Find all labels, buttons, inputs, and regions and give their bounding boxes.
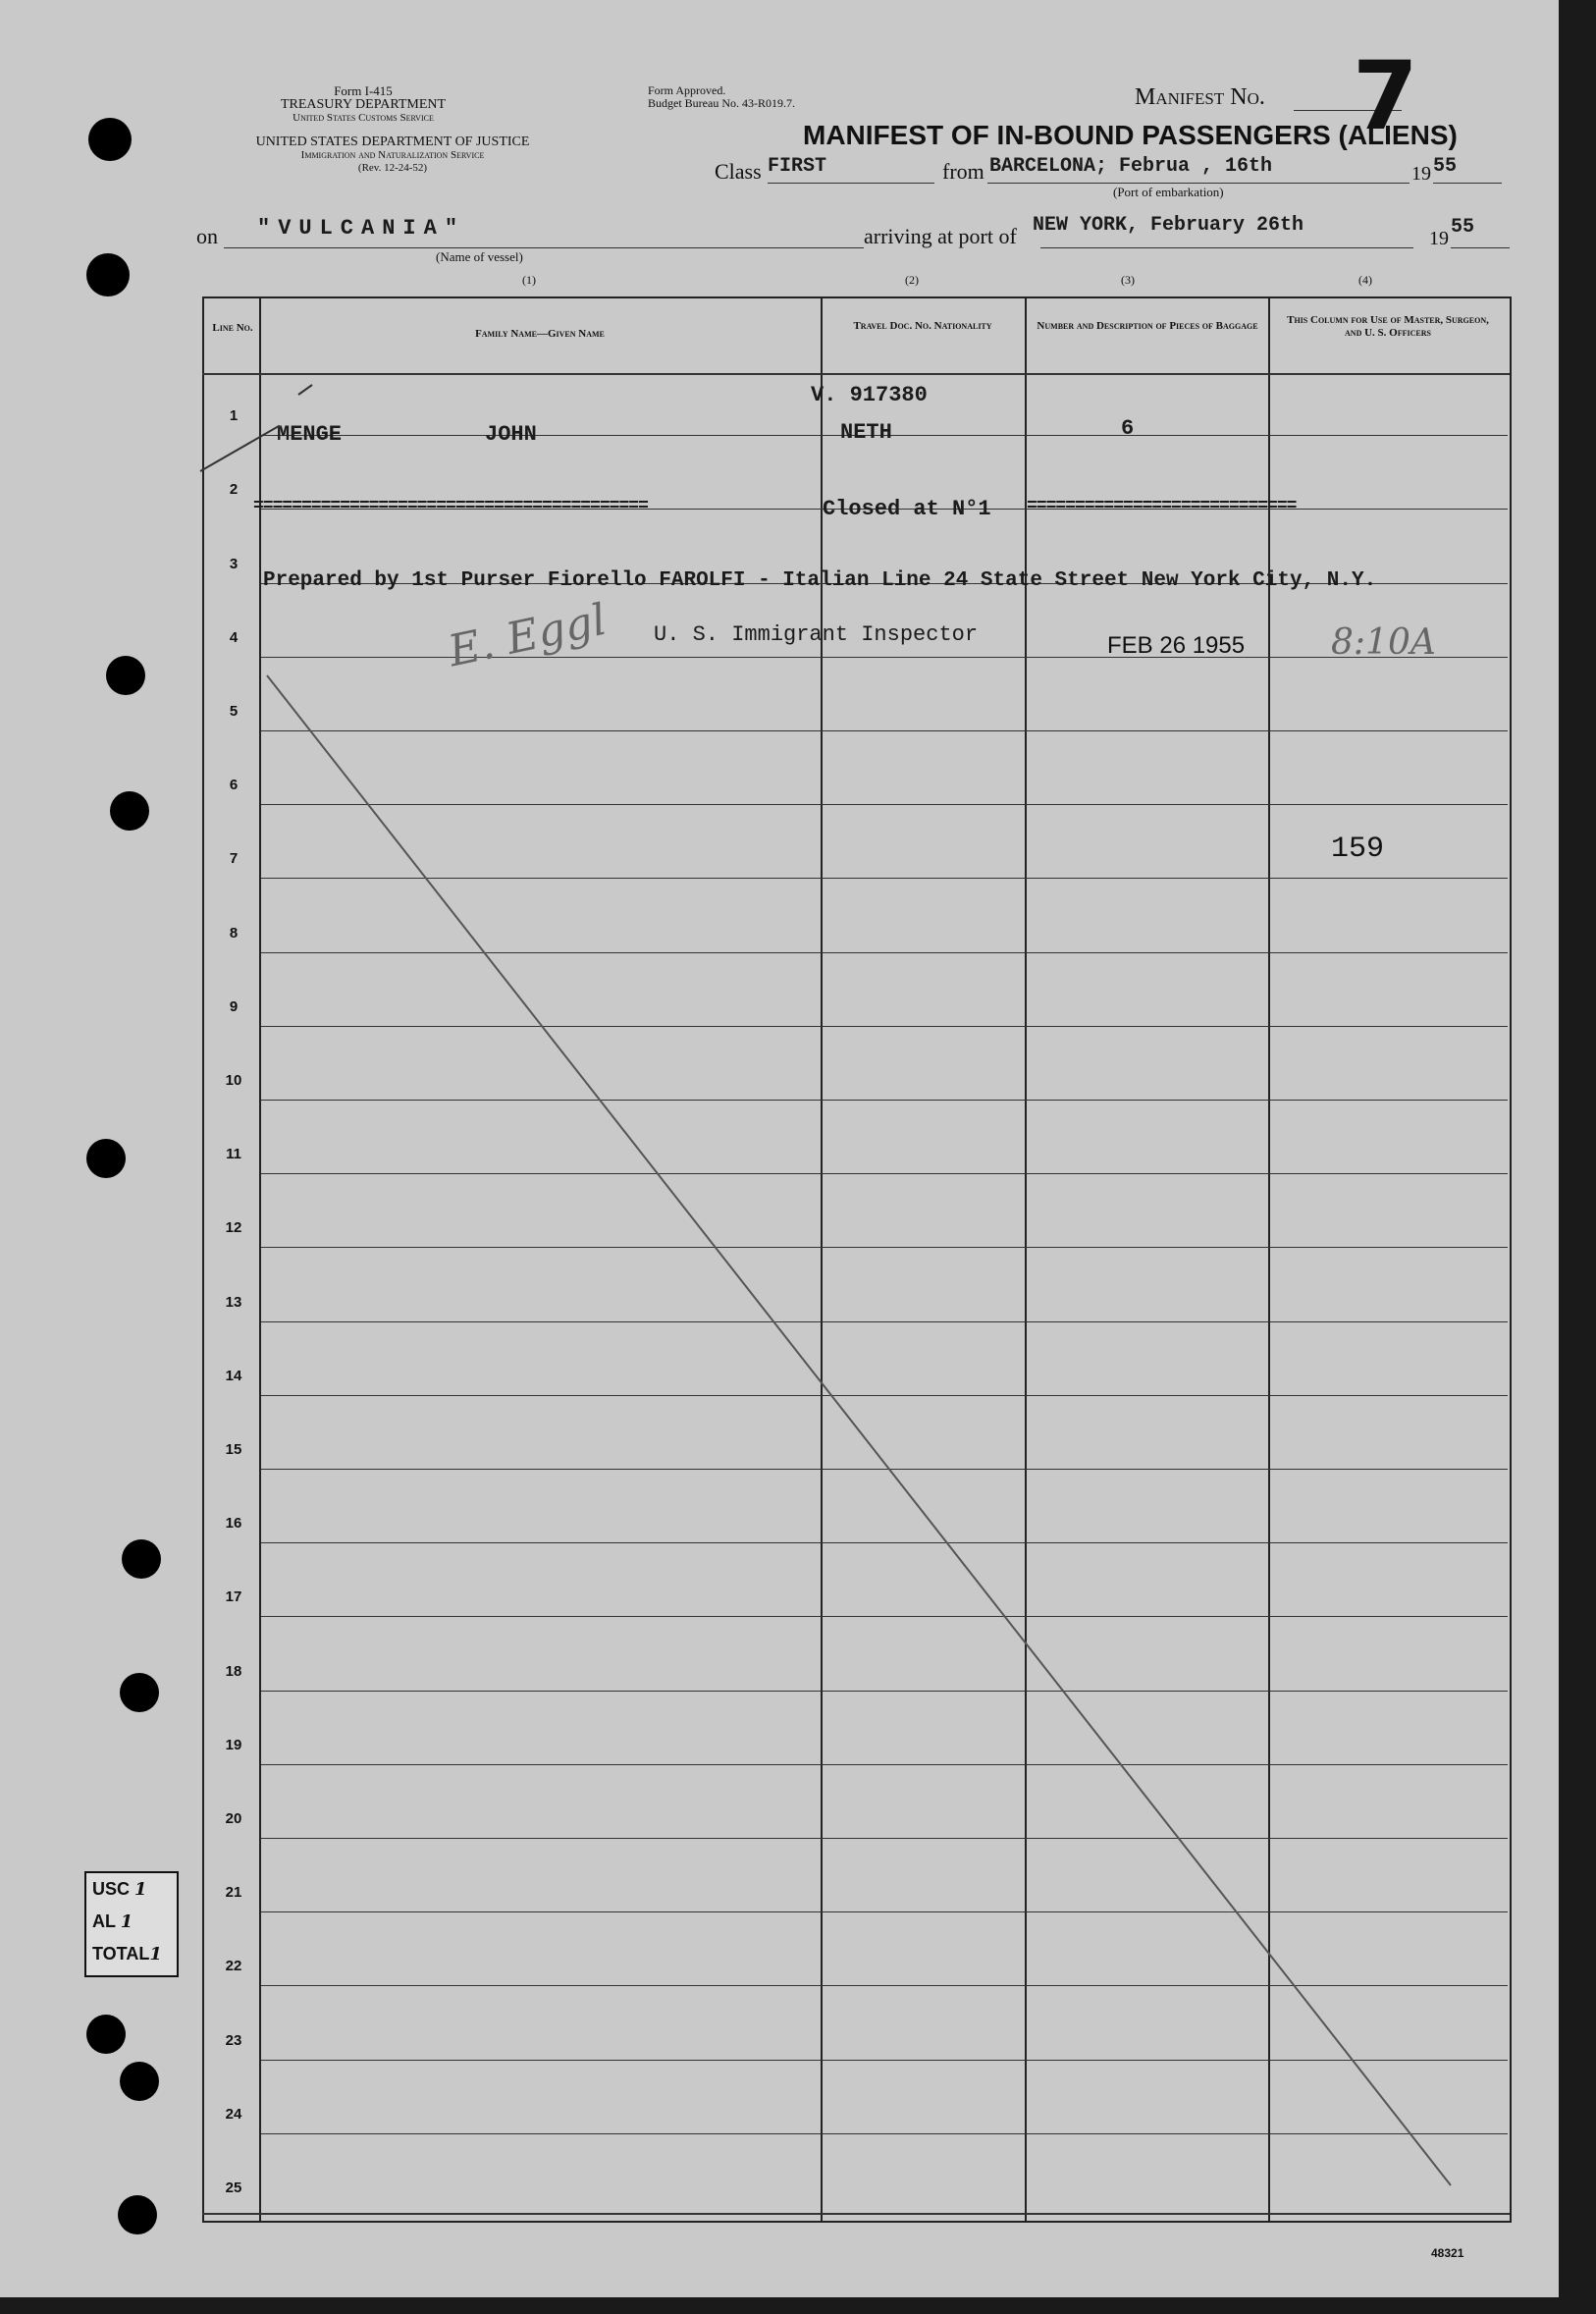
dept-treasury: TREASURY DEPARTMENT — [280, 97, 447, 112]
row2-closed-at: Closed at N°1 — [823, 497, 991, 521]
row-number: 25 — [225, 2179, 242, 2196]
stamp-usc-label: USC — [92, 1879, 131, 1899]
page-title: MANIFEST OF IN-BOUND PASSENGERS (ALIENS) — [803, 120, 1458, 150]
row-number: 12 — [225, 1219, 242, 1237]
stamp-al-label: AL — [92, 1911, 116, 1931]
row2-right-dashes: ============================ — [1027, 497, 1297, 516]
stamp-al-value: 1 — [120, 1911, 133, 1932]
row-number: 18 — [225, 1662, 242, 1680]
from-label: from — [942, 159, 984, 184]
port-embarkation-label: (Port of embarkation) — [1113, 185, 1224, 199]
col-number: (1) — [522, 273, 536, 287]
row-number: 1 — [229, 407, 239, 425]
row-number: 5 — [229, 703, 239, 720]
dept-justice-sub: Immigration and Naturalization Service — [300, 149, 485, 161]
col-number: (4) — [1358, 273, 1372, 287]
row-number: 16 — [225, 1515, 242, 1533]
arriving-value: NEW YORK, February 26th — [1033, 214, 1304, 237]
inspector-signature: E. Eggl — [444, 594, 612, 677]
row3-prepared-by: Prepared by 1st Purser Fiorello FAROLFI - Italian Line 24 State Street New York City, N.Y. — [263, 569, 1377, 592]
year-prefix: 19 — [1411, 163, 1431, 185]
col-header-line: Line No. — [212, 322, 253, 334]
budget-bureau: Budget Bureau No. 43-R019.7. — [648, 96, 795, 110]
form-approved: Form Approved. — [648, 83, 726, 97]
row-number: 20 — [225, 1810, 242, 1827]
row1-doc-number: V. 917380 — [811, 383, 928, 407]
footer-code: 48321 — [1431, 2246, 1464, 2260]
row-number: 3 — [229, 555, 239, 572]
form-number: Form I-415 — [334, 83, 393, 98]
revision-date: (Rev. 12-24-52) — [357, 162, 428, 174]
row-number: 21 — [225, 1884, 242, 1902]
col-header-baggage: Number and Description of Pieces of Baggage — [1037, 320, 1258, 332]
dept-justice: UNITED STATES DEPARTMENT OF JUSTICE — [255, 135, 530, 149]
side-stamp — [84, 1871, 179, 1977]
row-number: 14 — [225, 1367, 242, 1384]
from-value: BARCELONA; Februa , 16th — [989, 155, 1273, 178]
row-number: 4 — [229, 628, 239, 646]
year2-prefix: 19 — [1429, 228, 1449, 249]
row7-number: 159 — [1331, 833, 1385, 866]
row-number: 8 — [229, 924, 239, 942]
vessel-label: (Name of vessel) — [436, 249, 523, 264]
stamp-usc-value: 1 — [134, 1879, 147, 1900]
dept-treasury-sub: United States Customs Service — [293, 112, 434, 124]
row4-time: 8:10A — [1331, 622, 1436, 663]
row-number: 6 — [229, 777, 239, 794]
class-label: Class — [715, 159, 762, 184]
year2-value: 55 — [1451, 216, 1475, 239]
row-number: 2 — [229, 481, 239, 499]
stamp-total-value: 1 — [149, 1944, 162, 1964]
col-number: (2) — [905, 273, 919, 287]
vessel-value: "VULCANIA" — [257, 216, 466, 241]
row-number: 23 — [225, 2031, 242, 2049]
row1-baggage: 6 — [1121, 416, 1135, 441]
row-number: 15 — [225, 1441, 242, 1458]
arriving-label: arriving at port of — [864, 224, 1017, 248]
class-value: FIRST — [768, 155, 827, 178]
col-number: (3) — [1121, 273, 1135, 287]
row-number: 9 — [229, 997, 239, 1015]
manifest-no-value: 7 — [1353, 41, 1418, 151]
row-number: 10 — [225, 1072, 242, 1089]
row-number: 13 — [225, 1293, 242, 1311]
row4-inspection-date: FEB 26 1955 — [1107, 632, 1246, 659]
col-header-travel: Travel Doc. No. Nationality — [853, 320, 992, 332]
row-number: 24 — [225, 2105, 242, 2123]
on-label: on — [196, 224, 218, 248]
row-number: 17 — [225, 1588, 242, 1606]
row1-given-name: JOHN — [485, 422, 537, 447]
stamp-total-label: TOTAL — [92, 1944, 150, 1964]
row4-inspector-label: U. S. Immigrant Inspector — [654, 622, 979, 647]
col-header-officers: This Column for Use of Master, Surgeon, and U. S. Officers — [1287, 314, 1489, 339]
row-number: 22 — [225, 1958, 242, 1975]
row-number: 7 — [229, 850, 239, 868]
row1-family-name: MENGE — [277, 422, 343, 447]
row-number: 19 — [225, 1736, 242, 1753]
row2-left-dashes: ========================================= — [253, 497, 648, 516]
year-value: 55 — [1433, 155, 1458, 178]
row1-nationality: NETH — [840, 420, 892, 445]
row-number: 11 — [226, 1146, 241, 1163]
manifest-no-label: Manifest No. — [1135, 84, 1265, 110]
col-header-name: Family Name—Given Name — [475, 328, 605, 340]
